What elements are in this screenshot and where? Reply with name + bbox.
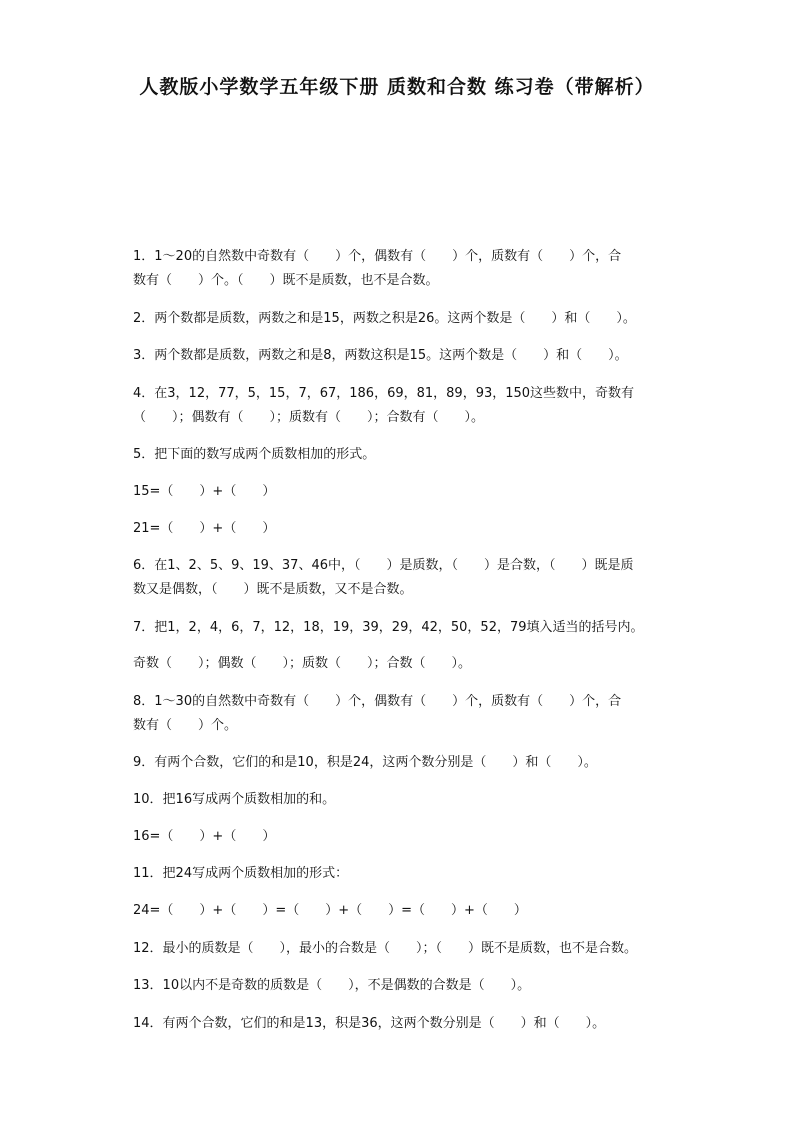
question-line: 21=（ ）+（ ） bbox=[133, 521, 276, 536]
question-line: 11．把24写成两个质数相加的形式： bbox=[133, 866, 349, 881]
question-line: 16=（ ）+（ ） bbox=[133, 829, 276, 844]
question-line: 数又是偶数，（ ）既不是质数，又不是合数。 bbox=[133, 582, 413, 597]
question-line: 15=（ ）+（ ） bbox=[133, 484, 276, 499]
question-line: 24=（ ）+（ ）=（ ）+（ ）=（ ）+（ ） bbox=[133, 903, 527, 918]
question-line: 13．10以内不是奇数的质数是（ ），不是偶数的合数是（ ）。 bbox=[133, 978, 531, 993]
question-line: 5．把下面的数写成两个质数相加的形式。 bbox=[133, 447, 376, 462]
question-line: 1．1～20的自然数中奇数有（ ）个，偶数有（ ）个，质数有（ ）个，合 bbox=[133, 249, 622, 264]
question-line: 14．有两个合数，它们的和是13，积是36，这两个数分别是（ ）和（ ）。 bbox=[133, 1016, 606, 1031]
page-title: 人教版小学数学五年级下册 质数和合数 练习卷（带解析） bbox=[139, 76, 655, 98]
question-line: 9．有两个合数，它们的和是10，积是24，这两个数分别是（ ）和（ ）。 bbox=[133, 755, 597, 770]
question-line: 10．把16写成两个质数相加的和。 bbox=[133, 792, 336, 807]
question-line: 数有（ ）个。（ ）既不是质数，也不是合数。 bbox=[133, 273, 439, 288]
question-line: 12．最小的质数是（ ），最小的合数是（ ）；（ ）既不是质数，也不是合数。 bbox=[133, 941, 638, 956]
question-line: 2．两个数都是质数，两数之和是15，两数之积是26。这两个数是（ ）和（ ）。 bbox=[133, 311, 636, 326]
question-line: 6．在1、2、5、9、19、37、46中，（ ）是质数，（ ）是合数，（ ）既是质 bbox=[133, 558, 634, 573]
question-line: 7．把1，2，4，6，7，12，18，19，39，29，42，50，52，79填入适当的括号内。 bbox=[133, 620, 644, 635]
question-line: 3．两个数都是质数，两数之和是8，两数这积是15。这两个数是（ ）和（ ）。 bbox=[133, 348, 628, 363]
question-line: （ ）；偶数有（ ）；质数有（ ）；合数有（ ）。 bbox=[133, 410, 485, 425]
question-line: 4．在3，12，77，5，15，7，67，186，69，81，89，93，150这些数中，奇数有 bbox=[133, 386, 635, 401]
question-line: 奇数（ ）；偶数（ ）；质数（ ）；合数（ ）。 bbox=[133, 656, 472, 671]
question-line: 8．1～30的自然数中奇数有（ ）个，偶数有（ ）个，质数有（ ）个，合 bbox=[133, 694, 622, 709]
question-line: 数有（ ）个。 bbox=[133, 718, 238, 733]
